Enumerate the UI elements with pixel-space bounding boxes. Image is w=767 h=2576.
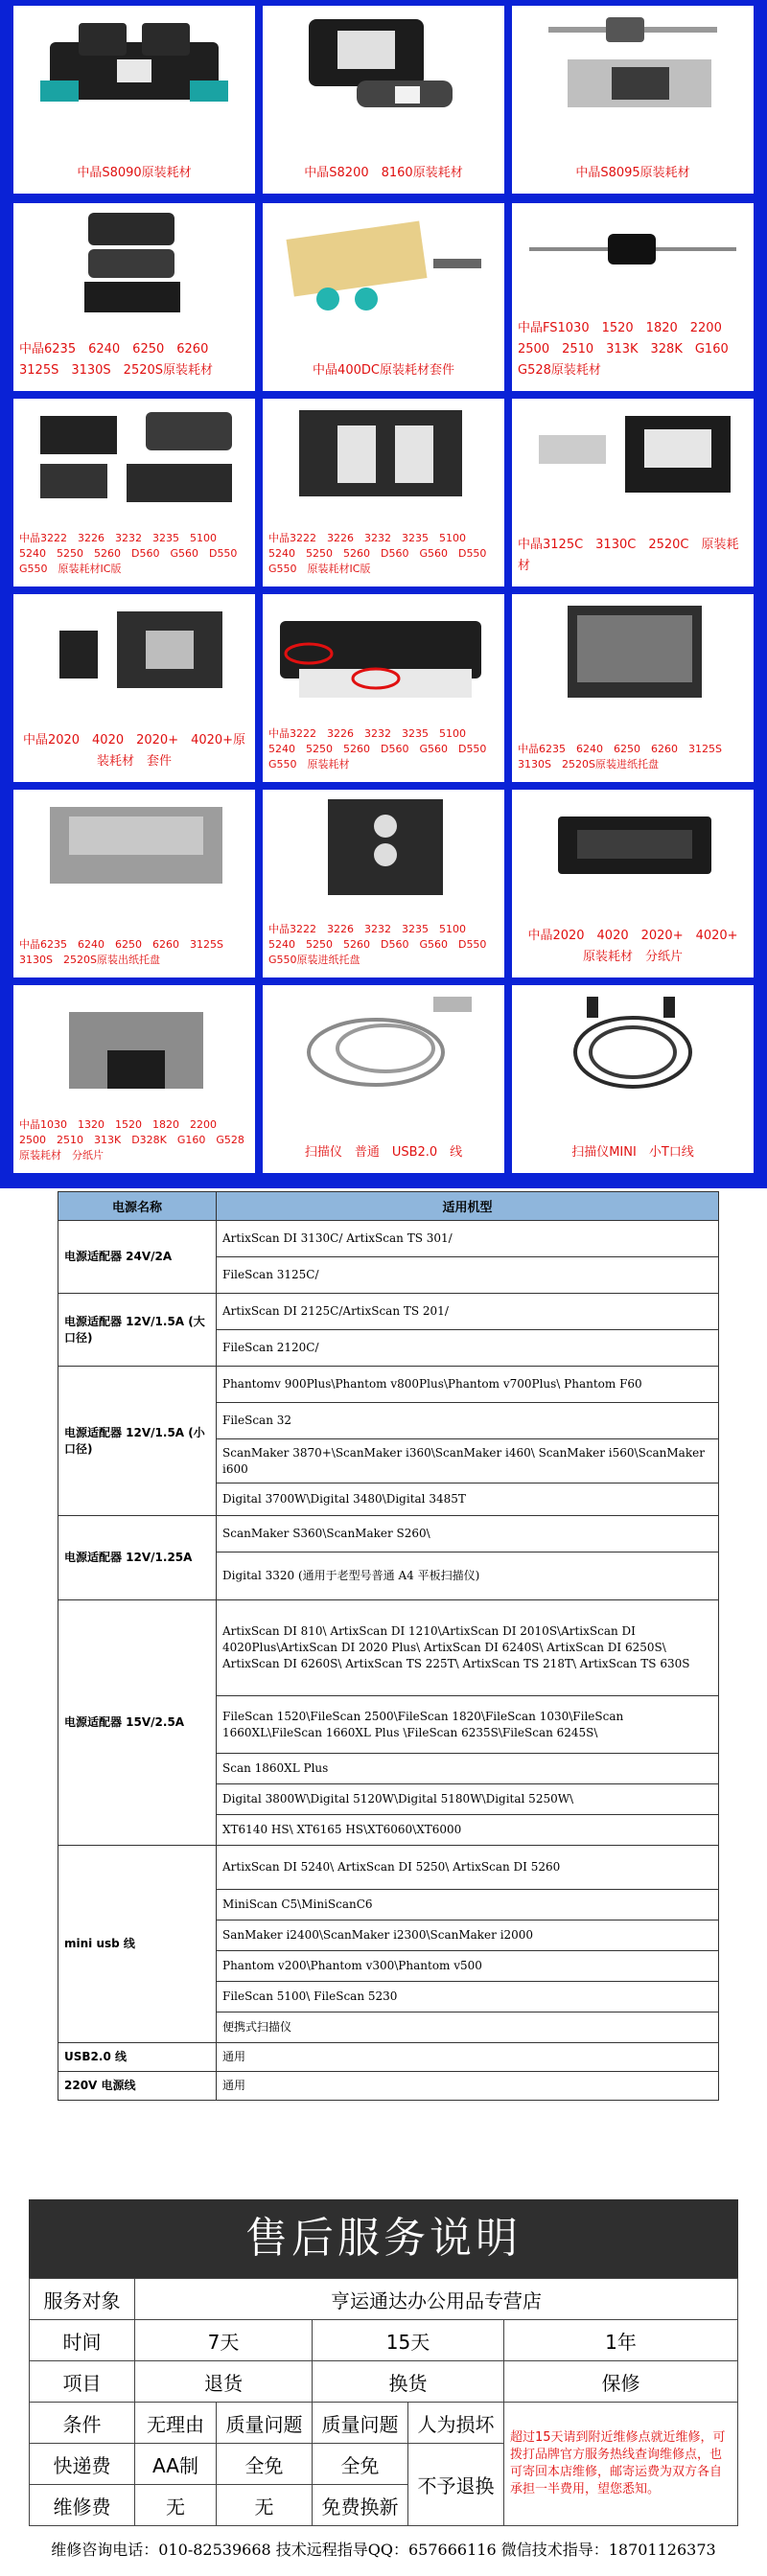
product-card[interactable] [13, 594, 255, 782]
model-cell: ArtixScan DI 810\ ArtixScan DI 1210\ArtixScan DI 2010S\ArtixScan DI 4020Plus\ArtixScan DI 2020 Plus\ ArtixScan DI 6240S\ ArtixScan DI 6250S\ ArtixScan DI 6260S\ ArtixScan TS 225T\ ArtixScan TS 218T\ ArtixScan TS 630S [217, 1600, 719, 1696]
warranty-note: 超过15天请到附近维修点就近维修，可拨打品牌官方服务热线查询维修点，也可寄回本店维修，邮寄运费为双方各自承担一半费用，望您悉知。 [504, 2403, 738, 2526]
output-tray-photo [21, 797, 247, 901]
kit-box-photo [270, 211, 497, 314]
model-cell: ArtixScan DI 5240\ ArtixScan DI 5250\ ArtixScan DI 5260 [217, 1846, 719, 1890]
product-caption: 中晶3222 3226 3232 3235 5100 5240 5250 5260 D560 G560 D550 G550 原装耗材IC版 [19, 532, 248, 575]
time-cell: 7天 [135, 2320, 313, 2361]
product-caption: 中晶1030 1320 1520 1820 2200 2500 2510 313K D328K G160 G528原装耗材 分纸片 [19, 1118, 244, 1162]
product-grid [0, 0, 767, 1188]
separation-module-photo [21, 993, 247, 1096]
product-card[interactable] [512, 399, 754, 586]
row-label: 服务对象 [30, 2279, 135, 2320]
product-caption: 中晶400DC原装耗材套件 [313, 363, 454, 378]
model-cell: 通用 [217, 2072, 719, 2101]
model-cell: Digital 3700W\Digital 3480\Digital 3485T [217, 1484, 719, 1516]
refuse-cell: 不予退换 [408, 2444, 504, 2526]
table-header-row [58, 1192, 719, 1221]
product-card[interactable] [13, 790, 255, 978]
product-caption: 中晶3222 3226 3232 3235 5100 5240 5250 5260 D560 G560 D550 G550 原装耗材 [268, 727, 498, 770]
product-caption: 中晶2020 4020 2020+ 4020+原装耗材 套件 [22, 733, 246, 769]
table-row [58, 2043, 719, 2072]
table-row [58, 1516, 719, 1552]
row-label: 维修费 [30, 2485, 135, 2526]
product-card[interactable] [263, 399, 504, 586]
mini-usb-cable-photo [520, 993, 746, 1096]
roller-set-photo [21, 211, 247, 314]
product-caption: 扫描仪MINI 小T口线 [571, 1145, 694, 1160]
model-cell: FileScan 2120C/ [217, 1330, 719, 1367]
adapter-name: 电源适配器 12V/1.5A (大口径) [58, 1294, 217, 1367]
model-cell: ScanMaker S360\ScanMaker S260\ [217, 1516, 719, 1552]
product-caption: 中晶S8090原装耗材 [77, 166, 192, 180]
table-row [58, 1294, 719, 1330]
adapter-name: 电源适配器 12V/1.5A (小口径) [58, 1367, 217, 1516]
product-card[interactable] [512, 594, 754, 782]
column-header: 电源名称 [58, 1192, 217, 1221]
model-cell: 通用 [217, 2043, 719, 2072]
product-card[interactable] [263, 203, 504, 391]
ship-cell: 全免 [313, 2444, 408, 2485]
model-cell: Phantom v200\Phantom v300\Phantom v500 [217, 1951, 719, 1982]
table-row [58, 1600, 719, 1696]
feed-tray-photo [270, 797, 497, 901]
adapter-name: USB2.0 线 [58, 2043, 217, 2072]
roller-rod-photo [520, 211, 746, 314]
product-card[interactable] [512, 203, 754, 391]
model-cell: FileScan 1520\FileScan 2500\FileScan 1820\FileScan 1030\FileScan 1660XL\FileScan 1660XL Plus \FileScan 6235S\FileScan 6245S\ [217, 1696, 719, 1754]
roller-module-photo [270, 406, 497, 510]
product-caption: 中晶S8200 8160原装耗材 [304, 166, 463, 180]
product-caption: 中晶6235 6240 6250 6260 3125S 3130S 2520S原装耗材 [19, 342, 221, 378]
product-card[interactable] [512, 985, 754, 1173]
pad-assembly-photo [21, 406, 247, 510]
time-cell: 15天 [313, 2320, 504, 2361]
model-cell: Phantomv 900Plus\Phantom v800Plus\Phantom v700Plus\ Phantom F60 [217, 1367, 719, 1403]
table-row [58, 1367, 719, 1403]
separation-pad-photo [520, 797, 746, 901]
product-card[interactable] [512, 6, 754, 194]
model-cell: MiniScan C5\MiniScanC6 [217, 1890, 719, 1920]
model-cell: FileScan 32 [217, 1403, 719, 1439]
fee-cell: 无 [217, 2485, 313, 2526]
product-caption: 中晶6235 6240 6250 6260 3125S 3130S 2520S原装进纸托盘 [518, 743, 732, 770]
product-caption: 中晶6235 6240 6250 6260 3125S 3130S 2520S原装出纸托盘 [19, 938, 234, 966]
product-card[interactable] [263, 985, 504, 1173]
fee-cell: 免费换新 [313, 2485, 408, 2526]
table-row [30, 2320, 738, 2361]
ship-cell: 全免 [217, 2444, 313, 2485]
product-caption: 扫描仪 普通 USB2.0 线 [304, 1145, 463, 1160]
table-row [30, 2361, 738, 2403]
table-row [58, 1221, 719, 1257]
row-label: 项目 [30, 2361, 135, 2403]
row-label: 条件 [30, 2403, 135, 2444]
row-label: 快递费 [30, 2444, 135, 2485]
pad-kit-photo [520, 406, 746, 510]
product-card[interactable] [13, 399, 255, 586]
adapter-name: 电源适配器 12V/1.25A [58, 1516, 217, 1600]
scanner-photo [270, 602, 497, 705]
model-cell: Scan 1860XL Plus [217, 1754, 719, 1784]
model-cell: SanMaker i2400\ScanMaker i2300\ScanMaker i2000 [217, 1920, 719, 1951]
model-cell: 便携式扫描仪 [217, 2012, 719, 2043]
input-tray-photo [520, 602, 746, 705]
model-cell: Digital 3800W\Digital 5120W\Digital 5180W\Digital 5250W\ [217, 1784, 719, 1815]
table-row [30, 2403, 738, 2444]
contact-footer: 维修咨询电话：010-82539668 技术远程指导QQ：657666116 微信技术指导：18701126373 [51, 2541, 716, 2559]
model-cell: ArtixScan DI 2125C/ArtixScan TS 201/ [217, 1294, 719, 1330]
time-cell: 1年 [504, 2320, 738, 2361]
model-cell: FileScan 3125C/ [217, 1257, 719, 1294]
model-cell: Digital 3320 (通用于老型号普通 A4 平板扫描仪) [217, 1552, 719, 1600]
item-cell: 换货 [313, 2361, 504, 2403]
usb-cable-photo [270, 993, 497, 1096]
product-card[interactable] [13, 6, 255, 194]
table-row [58, 1846, 719, 1890]
product-card[interactable] [13, 985, 255, 1173]
product-caption: 中晶3222 3226 3232 3235 5100 5240 5250 5260 D560 G560 D550 G550原装进纸托盘 [268, 923, 498, 966]
service-object: 亨运通达办公用品专营店 [135, 2279, 738, 2320]
fee-cell: 无 [135, 2485, 217, 2526]
product-card[interactable] [512, 790, 754, 978]
cond-cell: 质量问题 [313, 2403, 408, 2444]
item-cell: 退货 [135, 2361, 313, 2403]
row-label: 时间 [30, 2320, 135, 2361]
cond-cell: 无理由 [135, 2403, 217, 2444]
product-card[interactable] [263, 594, 504, 782]
feed-roller-assembly-photo [21, 13, 247, 117]
compatibility-table [58, 1191, 719, 2101]
product-caption: 中晶3125C 3130C 2520C 原装耗材 [518, 538, 739, 573]
table-row [58, 2072, 719, 2101]
product-caption: 中晶2020 4020 2020+ 4020+ 原装耗材 分纸片 [527, 929, 751, 964]
roller-shaft-photo [520, 13, 746, 117]
roller-pad-photo [270, 13, 497, 117]
table-row [30, 2279, 738, 2320]
adapter-name: mini usb 线 [58, 1846, 217, 2043]
adapter-name: 电源适配器 15V/2.5A [58, 1600, 217, 1846]
product-card[interactable] [263, 6, 504, 194]
cond-cell: 质量问题 [217, 2403, 313, 2444]
model-cell: FileScan 5100\ FileScan 5230 [217, 1982, 719, 2012]
product-caption: 中晶3222 3226 3232 3235 5100 5240 5250 5260 D560 G560 D550 G550 原装耗材IC版 [268, 532, 498, 575]
model-cell: ArtixScan DI 3130C/ ArtixScan TS 301/ [217, 1221, 719, 1257]
ship-cell: AA制 [135, 2444, 217, 2485]
cond-cell: 人为损坏 [408, 2403, 504, 2444]
service-table [29, 2278, 738, 2526]
product-caption: 中晶S8095原装耗材 [575, 166, 690, 180]
adapter-name: 220V 电源线 [58, 2072, 217, 2101]
item-cell: 保修 [504, 2361, 738, 2403]
product-caption: 中晶FS1030 1520 1820 2200 2500 2510 313K 328K G160 G528原装耗材 [518, 321, 741, 378]
product-card[interactable] [13, 203, 255, 391]
separation-kit-photo [21, 602, 247, 705]
after-sales-banner: 售后服务说明 [29, 2199, 738, 2278]
model-cell: XT6140 HS\ XT6165 HS\XT6060\XT6000 [217, 1815, 719, 1846]
model-cell: ScanMaker 3870+\ScanMaker i360\ScanMaker i460\ ScanMaker i560\ScanMaker i600 [217, 1439, 719, 1484]
product-card[interactable] [263, 790, 504, 978]
column-header: 适用机型 [217, 1192, 719, 1221]
adapter-name: 电源适配器 24V/2A [58, 1221, 217, 1294]
